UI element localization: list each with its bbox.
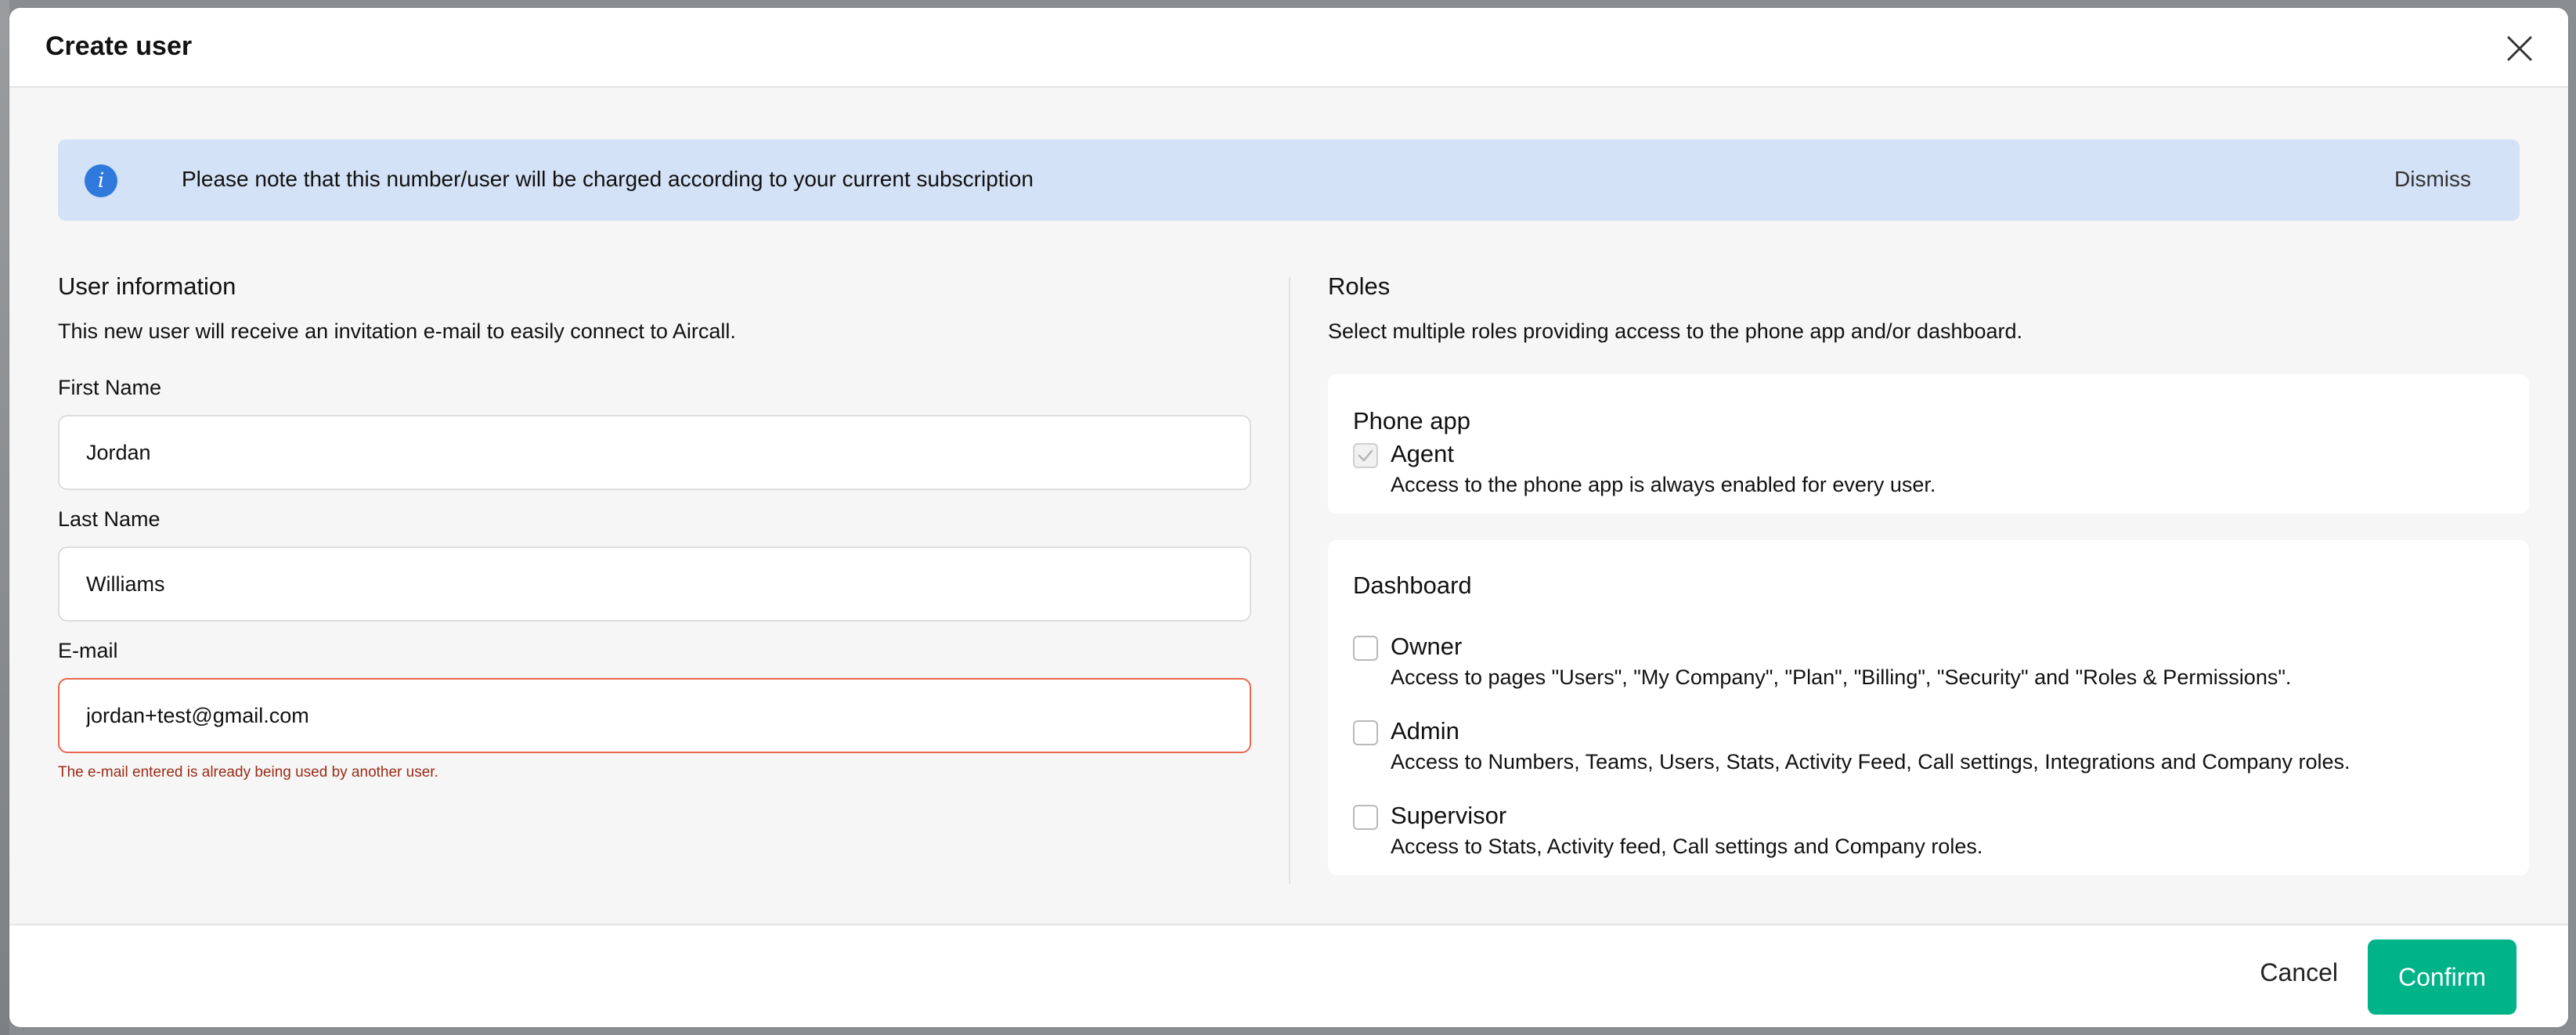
modal-footer — [9, 924, 2568, 1027]
user-information-description: This new user will receive an invitation e-mail to easily connect to Aircall. — [58, 319, 736, 343]
dashboard-title: Dashboard — [1353, 572, 1472, 599]
owner-role-name: Owner — [1391, 633, 1463, 660]
admin-role-description: Access to Numbers, Teams, Users, Stats, Activity Feed, Call settings, Integrations and Company roles. — [1391, 750, 2351, 774]
roles-description: Select multiple roles providing access to the phone app and/or dashboard. — [1328, 319, 2023, 343]
owner-checkbox[interactable] — [1353, 636, 1378, 661]
subscription-info-banner — [58, 139, 2520, 221]
cancel-button[interactable]: Cancel — [2260, 958, 2338, 986]
user-information-title: User information — [58, 272, 236, 300]
admin-checkbox[interactable] — [1353, 720, 1378, 745]
dismiss-button[interactable]: Dismiss — [2394, 167, 2471, 191]
email-label: E-mail — [58, 639, 118, 662]
close-icon — [2502, 31, 2537, 66]
modal-header — [9, 8, 2568, 88]
email-input[interactable] — [58, 678, 1251, 753]
supervisor-role-name: Supervisor — [1391, 802, 1507, 829]
first-name-input[interactable] — [58, 415, 1251, 490]
roles-title: Roles — [1328, 272, 1391, 300]
supervisor-role-description: Access to Stats, Activity feed, Call settings and Company roles. — [1391, 835, 1983, 858]
info-icon: i — [85, 164, 117, 197]
last-name-input[interactable] — [58, 546, 1251, 622]
last-name-label: Last Name — [58, 507, 161, 531]
modal-title: Create user — [45, 31, 193, 61]
column-divider — [1289, 277, 1290, 884]
agent-role-name: Agent — [1391, 440, 1455, 467]
email-error-message: The e-mail entered is already being used by another user. — [58, 764, 438, 781]
create-user-modal — [9, 8, 2568, 1027]
supervisor-checkbox[interactable] — [1353, 805, 1378, 830]
phone-app-title: Phone app — [1353, 407, 1470, 435]
owner-role-description: Access to pages "Users", "My Company", "Plan", "Billing", "Security" and "Roles & Permissions". — [1391, 665, 2292, 689]
dashboard-card — [1328, 540, 2529, 875]
phone-app-card — [1328, 374, 2529, 514]
confirm-button[interactable]: Confirm — [2368, 939, 2516, 1015]
page-backdrop — [0, 0, 9, 1035]
banner-message: Please note that this number/user will be charged according to your current subscription — [182, 167, 1034, 191]
agent-checkbox — [1353, 443, 1378, 468]
first-name-label: First Name — [58, 376, 162, 399]
checkmark-icon — [1355, 445, 1376, 467]
agent-role-description: Access to the phone app is always enabled for every user. — [1391, 473, 1936, 496]
close-button[interactable] — [2502, 31, 2537, 66]
admin-role-name: Admin — [1391, 717, 1459, 745]
